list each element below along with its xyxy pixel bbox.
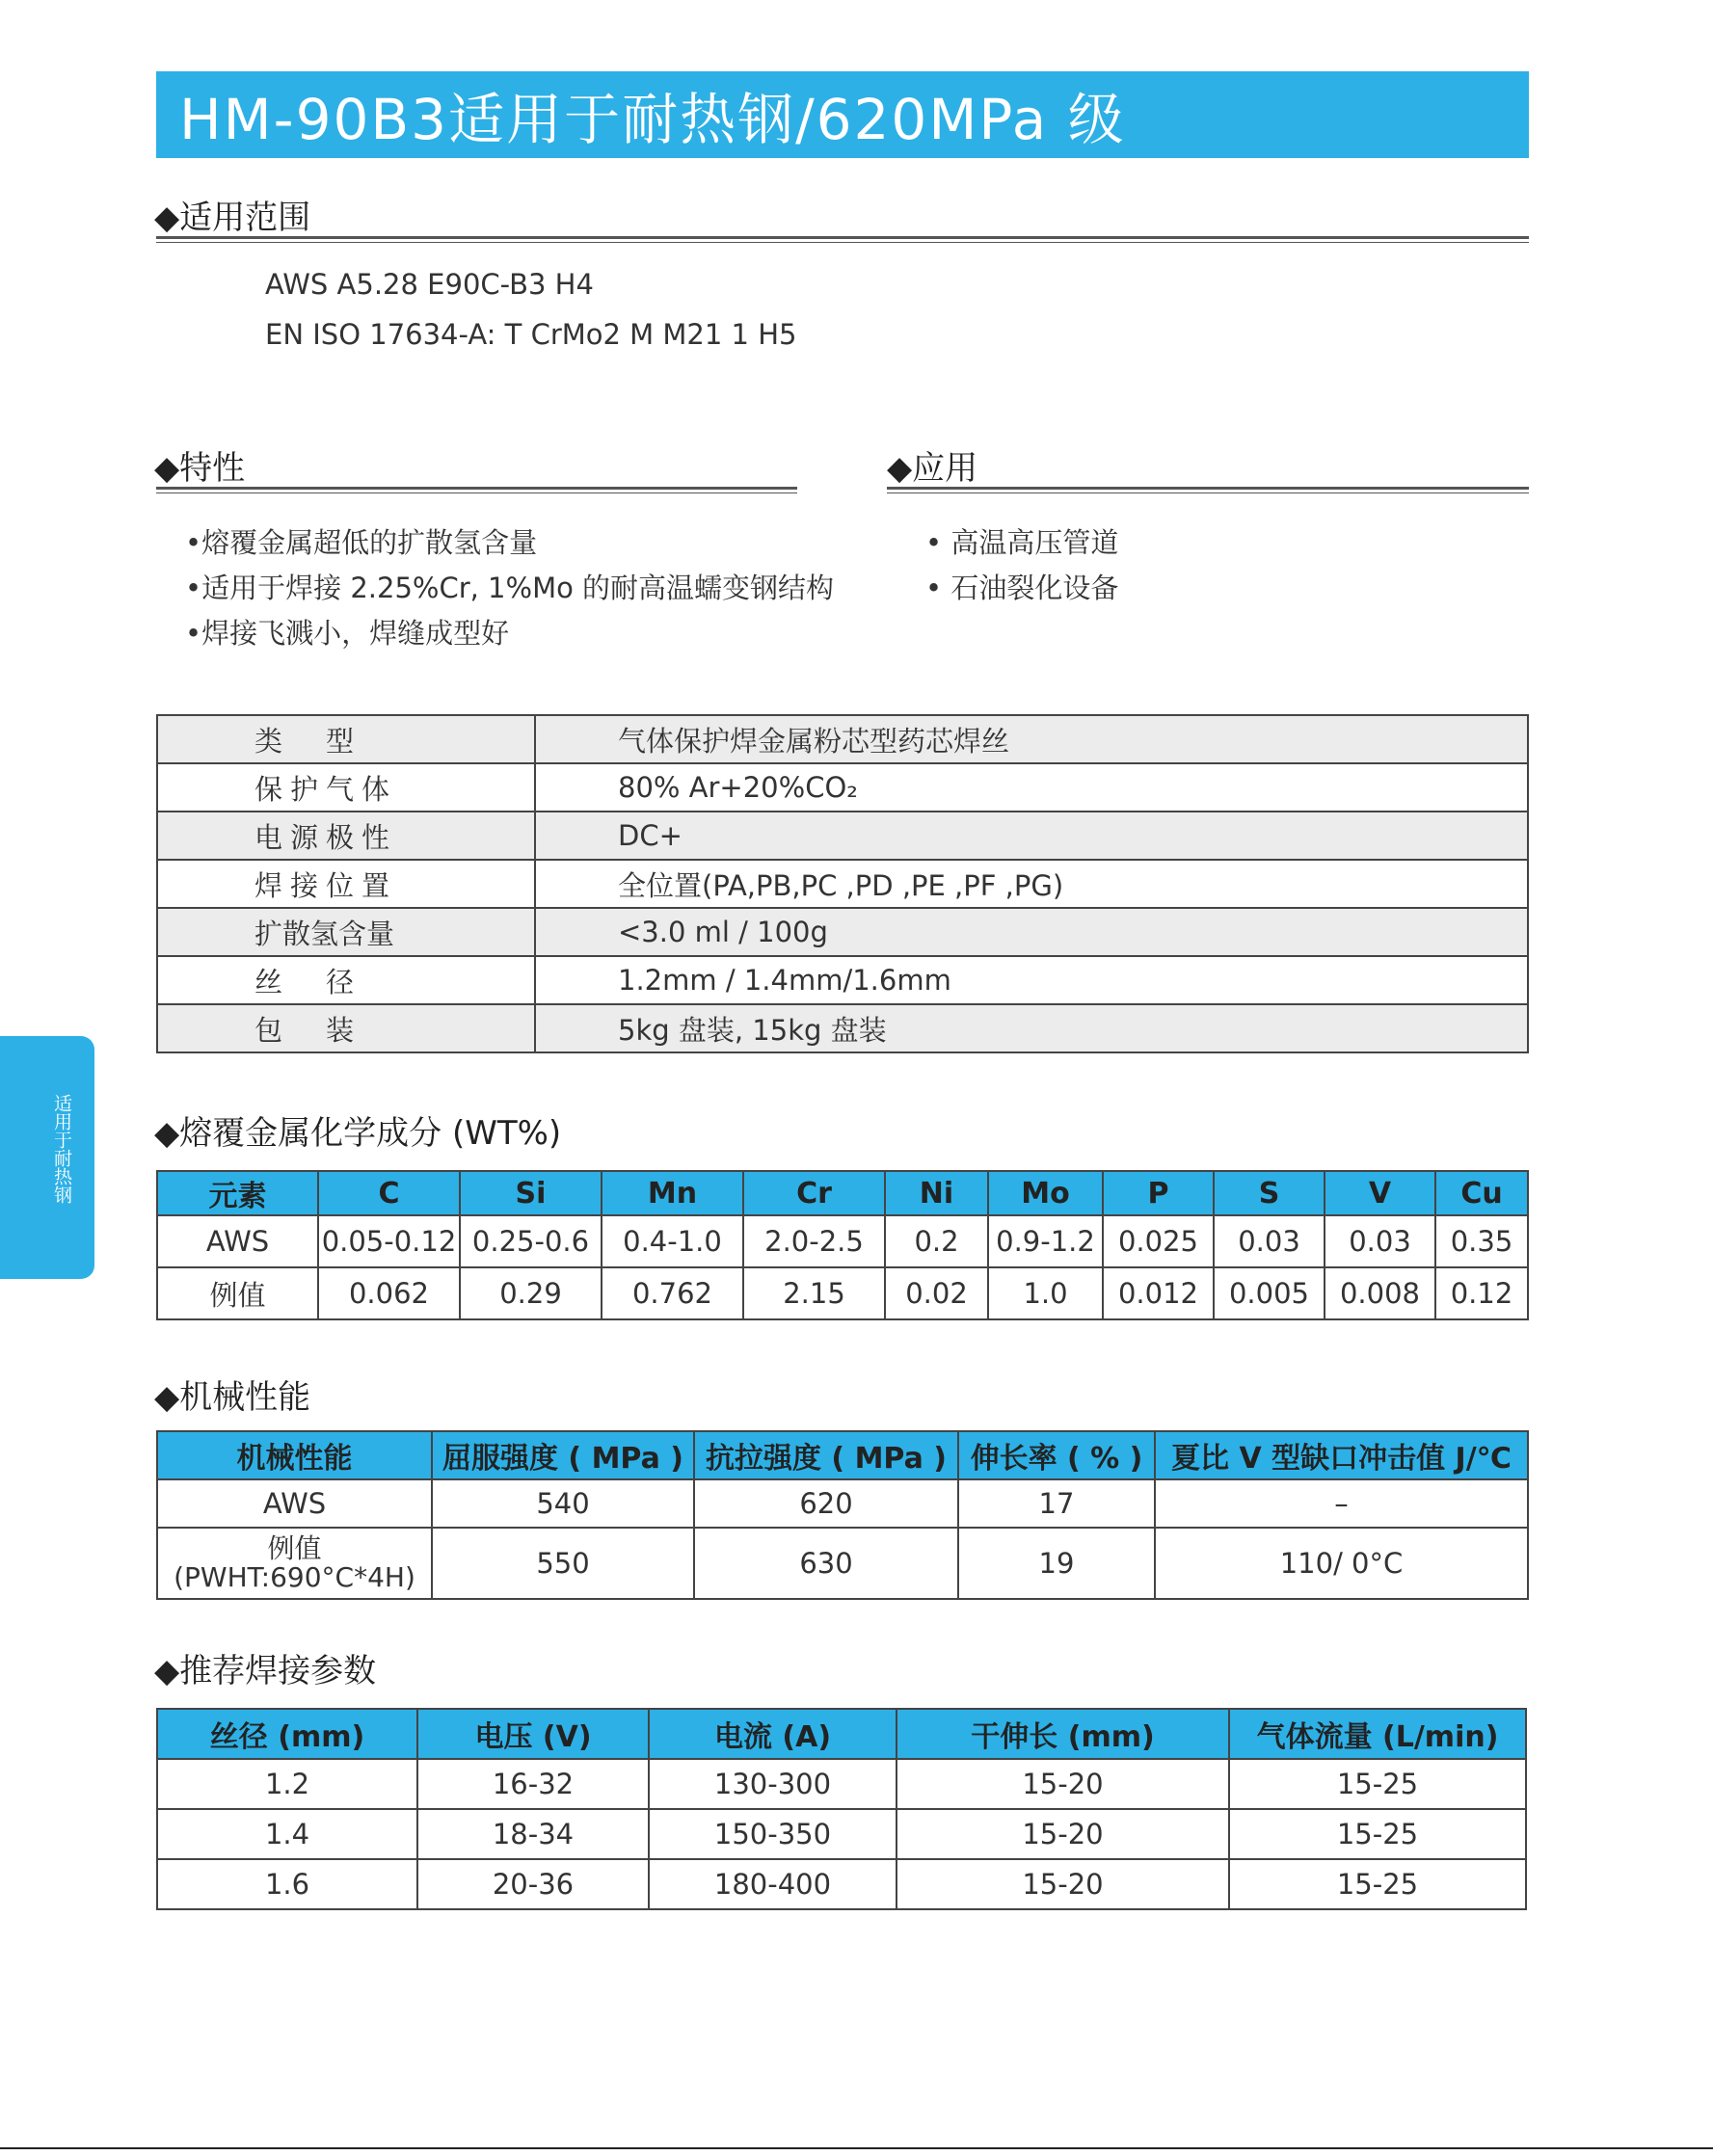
spec-key: 丝 径 — [157, 956, 535, 1004]
spec-key: 保护气体 — [157, 763, 535, 812]
chem-header: Si — [460, 1171, 602, 1215]
mech-header-row — [157, 1431, 1528, 1479]
weld-cell: 15-20 — [897, 1809, 1229, 1859]
weld-row — [157, 1859, 1526, 1909]
weld-header-row — [157, 1709, 1526, 1759]
spec-table — [156, 714, 1529, 1053]
spec-row — [157, 956, 1528, 1004]
mech-cell: 630 — [694, 1528, 958, 1599]
chem-cell: 0.12 — [1435, 1267, 1528, 1319]
scope-heading: ◆适用范围 — [154, 199, 311, 237]
mech-header: 机械性能 — [157, 1431, 432, 1479]
mech-cell: AWS — [157, 1479, 432, 1528]
mech-row-example — [157, 1528, 1528, 1599]
spec-value: 5kg 盘装, 15kg 盘装 — [535, 1004, 1528, 1052]
chem-header: Cr — [743, 1171, 885, 1215]
chem-cell: 2.15 — [743, 1267, 885, 1319]
spec-key: 焊接位置 — [157, 860, 535, 908]
spec-key: 扩散氢含量 — [157, 908, 535, 956]
features-rule — [156, 487, 797, 490]
weld-cell: 15-20 — [897, 1759, 1229, 1809]
scope-rule-thin — [156, 242, 1529, 243]
chem-heading: ◆熔覆金属化学成分 (WT%) — [154, 1114, 562, 1153]
spec-value: DC+ — [535, 812, 1528, 860]
mech-cell: 19 — [958, 1528, 1155, 1599]
weld-cell: 180-400 — [649, 1859, 897, 1909]
spec-row — [157, 908, 1528, 956]
chem-cell: 0.062 — [318, 1267, 460, 1319]
title-banner — [156, 71, 1529, 158]
spec-key: 类 型 — [157, 715, 535, 763]
spec-row — [157, 812, 1528, 860]
chem-header: V — [1325, 1171, 1435, 1215]
weld-cell: 1.6 — [157, 1859, 417, 1909]
mech-header: 夏比 V 型缺口冲击值 J/℃ — [1155, 1431, 1528, 1479]
chem-header: Mn — [602, 1171, 743, 1215]
chem-cell: 0.05-0.12 — [318, 1215, 460, 1267]
mech-cell: 110/ 0°C — [1155, 1528, 1528, 1599]
application-item: • 石油裂化设备 — [925, 572, 1119, 604]
mech-cell: – — [1155, 1479, 1528, 1528]
scope-rule — [156, 236, 1529, 239]
weld-cell: 1.4 — [157, 1809, 417, 1859]
spec-value: 1.2mm / 1.4mm/1.6mm — [535, 956, 1528, 1004]
side-category-tab — [0, 1036, 94, 1279]
spec-key: 电源极性 — [157, 812, 535, 860]
weld-header: 电压 (V) — [417, 1709, 649, 1759]
chem-cell: 0.29 — [460, 1267, 602, 1319]
chem-cell: 0.9-1.2 — [988, 1215, 1103, 1267]
chem-cell: 0.005 — [1214, 1267, 1325, 1319]
mech-heading: ◆机械性能 — [154, 1378, 311, 1417]
spec-row — [157, 1004, 1528, 1052]
application-item: • 高温高压管道 — [925, 526, 1119, 559]
chem-cell: 0.4-1.0 — [602, 1215, 743, 1267]
spec-value: 全位置(PA,PB,PC ,PD ,PE ,PF ,PG) — [535, 860, 1528, 908]
chem-row-example — [157, 1267, 1528, 1319]
chem-cell: 0.008 — [1325, 1267, 1435, 1319]
mech-row-aws — [157, 1479, 1528, 1528]
weld-header: 气体流量 (L/min) — [1229, 1709, 1526, 1759]
features-rule-thin — [156, 492, 797, 493]
chem-cell: 2.0-2.5 — [743, 1215, 885, 1267]
features-heading: ◆特性 — [154, 449, 246, 488]
chem-cell: 0.25-0.6 — [460, 1215, 602, 1267]
standard-en-iso: EN ISO 17634-A: T CrMo2 M M21 1 H5 — [265, 318, 797, 351]
chem-cell: 1.0 — [988, 1267, 1103, 1319]
chem-cell: 例值 — [157, 1267, 318, 1319]
spec-row — [157, 763, 1528, 812]
spec-row — [157, 860, 1528, 908]
chem-header: Mo — [988, 1171, 1103, 1215]
chem-cell: 0.2 — [885, 1215, 988, 1267]
chem-header: P — [1103, 1171, 1214, 1215]
chem-cell: 0.025 — [1103, 1215, 1214, 1267]
weld-table — [156, 1708, 1527, 1910]
weld-header: 电流 (A) — [649, 1709, 897, 1759]
weld-cell: 1.2 — [157, 1759, 417, 1809]
chem-header: Ni — [885, 1171, 988, 1215]
mech-cell: 550 — [432, 1528, 694, 1599]
weld-cell: 18-34 — [417, 1809, 649, 1859]
chem-cell: 0.02 — [885, 1267, 988, 1319]
weld-cell: 15-25 — [1229, 1809, 1526, 1859]
weld-header: 丝径 (mm) — [157, 1709, 417, 1759]
spec-value: 气体保护焊金属粉芯型药芯焊丝 — [535, 715, 1528, 763]
spec-key: 包 装 — [157, 1004, 535, 1052]
standard-aws: AWS A5.28 E90C-B3 H4 — [265, 268, 594, 301]
chem-cell: 0.012 — [1103, 1267, 1214, 1319]
weld-cell: 15-25 — [1229, 1859, 1526, 1909]
feature-item: •焊接飞溅小，焊缝成型好 — [185, 617, 510, 650]
applications-heading: ◆应用 — [887, 449, 978, 488]
page-title: HM-90B3适用于耐热钢/620MPa 级 — [179, 87, 1126, 152]
weld-heading: ◆推荐焊接参数 — [154, 1652, 377, 1690]
mech-cell: 620 — [694, 1479, 958, 1528]
weld-cell: 16-32 — [417, 1759, 649, 1809]
mech-header: 抗拉强度 ( MPa ) — [694, 1431, 958, 1479]
chem-cell: 0.03 — [1214, 1215, 1325, 1267]
mech-header: 屈服强度 ( MPa ) — [432, 1431, 694, 1479]
chem-table — [156, 1170, 1529, 1320]
spec-row — [157, 715, 1528, 763]
page-bottom-rule — [0, 2147, 1713, 2149]
chem-header-row — [157, 1171, 1528, 1215]
spec-value: 80% Ar+20%CO₂ — [535, 763, 1528, 812]
chem-header: S — [1214, 1171, 1325, 1215]
mech-header: 伸长率 ( % ) — [958, 1431, 1155, 1479]
mech-cell: 例值 (PWHT:690°C*4H) — [157, 1528, 432, 1599]
side-tab-label: 适用于耐热钢 — [51, 1094, 72, 1204]
mech-table — [156, 1430, 1529, 1600]
mech-cell: 540 — [432, 1479, 694, 1528]
weld-header: 干伸长 (mm) — [897, 1709, 1229, 1759]
feature-item: •适用于焊接 2.25%Cr, 1%Mo 的耐高温蠕变钢结构 — [185, 572, 835, 604]
chem-header: C — [318, 1171, 460, 1215]
chem-cell: 0.35 — [1435, 1215, 1528, 1267]
spec-value: <3.0 ml / 100g — [535, 908, 1528, 956]
mech-cell: 17 — [958, 1479, 1155, 1528]
weld-row — [157, 1809, 1526, 1859]
weld-cell: 15-25 — [1229, 1759, 1526, 1809]
chem-header: 元素 — [157, 1171, 318, 1215]
feature-item: •熔覆金属超低的扩散氢含量 — [185, 526, 538, 559]
weld-cell: 130-300 — [649, 1759, 897, 1809]
applications-rule-thin — [887, 492, 1529, 493]
chem-cell: AWS — [157, 1215, 318, 1267]
weld-cell: 15-20 — [897, 1859, 1229, 1909]
weld-cell: 150-350 — [649, 1809, 897, 1859]
chem-header: Cu — [1435, 1171, 1528, 1215]
chem-cell: 0.03 — [1325, 1215, 1435, 1267]
chem-row-aws — [157, 1215, 1528, 1267]
weld-row — [157, 1759, 1526, 1809]
applications-rule — [887, 487, 1529, 490]
chem-cell: 0.762 — [602, 1267, 743, 1319]
weld-cell: 20-36 — [417, 1859, 649, 1909]
